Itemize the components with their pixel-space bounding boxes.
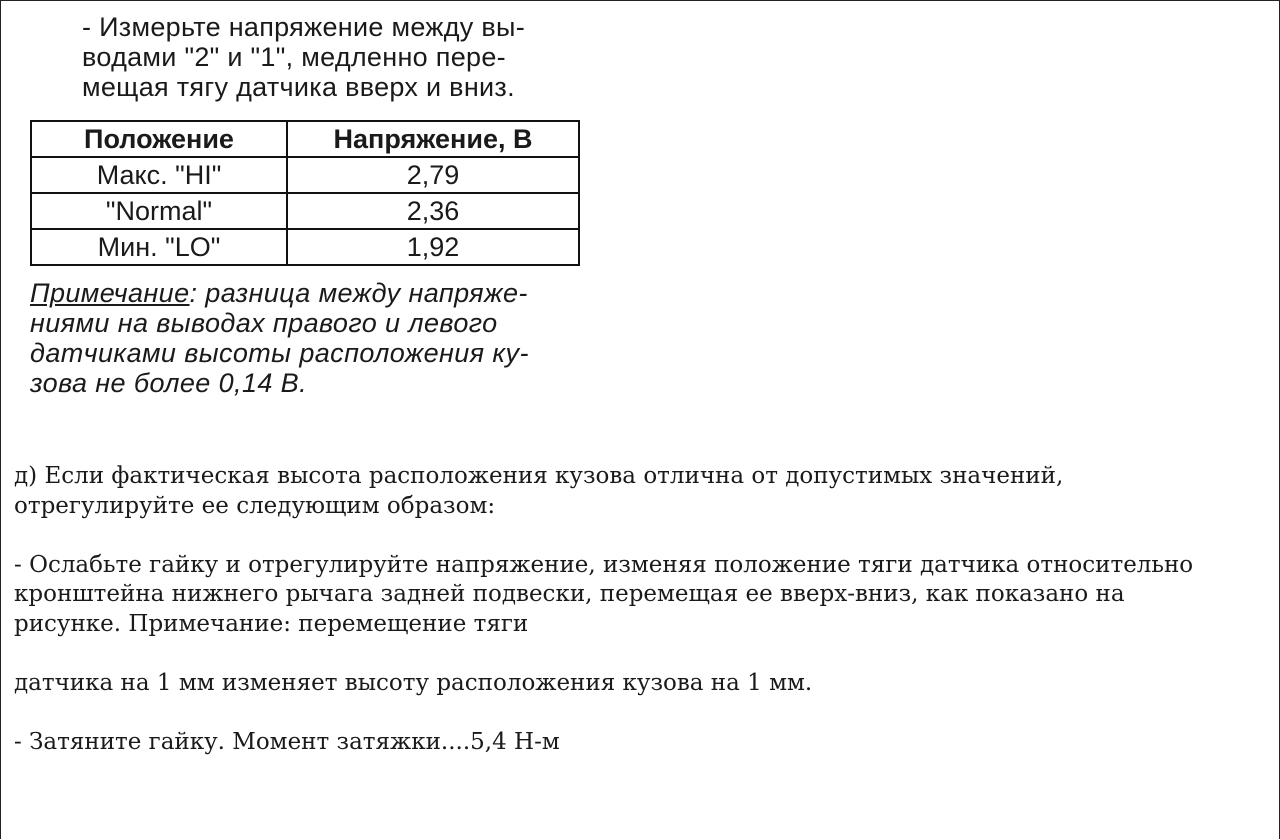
measurement-instruction <box>82 12 590 102</box>
table-row <box>31 157 579 193</box>
paragraph-line: - Ослабьте гайку и отрегулируйте напряжение, изменяя положение тяги датчика относительно <box>14 551 1194 578</box>
note-line: датчиками высоты расположения ку- <box>30 338 529 368</box>
note-line: зова не более 0,14 В. <box>30 368 307 398</box>
paragraph-line: кронштейна нижнего рычага задней подвески, перемещая ее вверх-вниз, как показано на <box>14 581 1125 607</box>
table-row <box>31 229 579 265</box>
paragraph-line: д) Если фактическая высота расположения кузова отлична от допустимых значений, <box>14 463 1064 489</box>
paragraph-line: отрегулируйте ее следующим образом: <box>14 492 496 519</box>
scanned-excerpt <box>30 12 590 398</box>
table-header-row <box>31 121 579 157</box>
cell-position: "Normal" <box>31 193 287 229</box>
instruction-line: - Измерьте напряжение между вы- <box>82 12 526 42</box>
adjustment-instructions <box>14 462 1264 757</box>
note-block <box>30 278 590 398</box>
header-position: Положение <box>31 121 287 157</box>
voltage-table <box>30 120 580 266</box>
instruction-line: мещая тягу датчика вверх и вниз. <box>82 72 515 102</box>
paragraph-line: датчика на 1 мм изменяет высоту расположения кузова на 1 мм. <box>14 669 813 696</box>
paragraph-gap <box>14 698 1264 728</box>
header-voltage: Напряжение, В <box>287 121 579 157</box>
table-row <box>31 193 579 229</box>
note-line: ниями на выводах правого и левого <box>30 308 498 338</box>
paragraph-line: - Затяните гайку. Момент затяжки....5,4 Н-м <box>14 728 560 755</box>
instruction-line: водами "2" и "1", медленно пере- <box>82 42 506 72</box>
paragraph-gap <box>14 639 1264 669</box>
cell-voltage: 2,36 <box>287 193 579 229</box>
note-label: Примечание <box>30 278 190 308</box>
paragraph-gap <box>14 521 1264 551</box>
cell-voltage: 2,79 <box>287 157 579 193</box>
cell-voltage: 1,92 <box>287 229 579 265</box>
cell-position: Макс. "HI" <box>31 157 287 193</box>
paragraph-line: рисунке. Примечание: перемещение тяги <box>14 610 529 637</box>
cell-position: Мин. "LO" <box>31 229 287 265</box>
note-first-line <box>30 278 590 308</box>
note-first-line-text: : разница между напряже- <box>189 278 528 308</box>
